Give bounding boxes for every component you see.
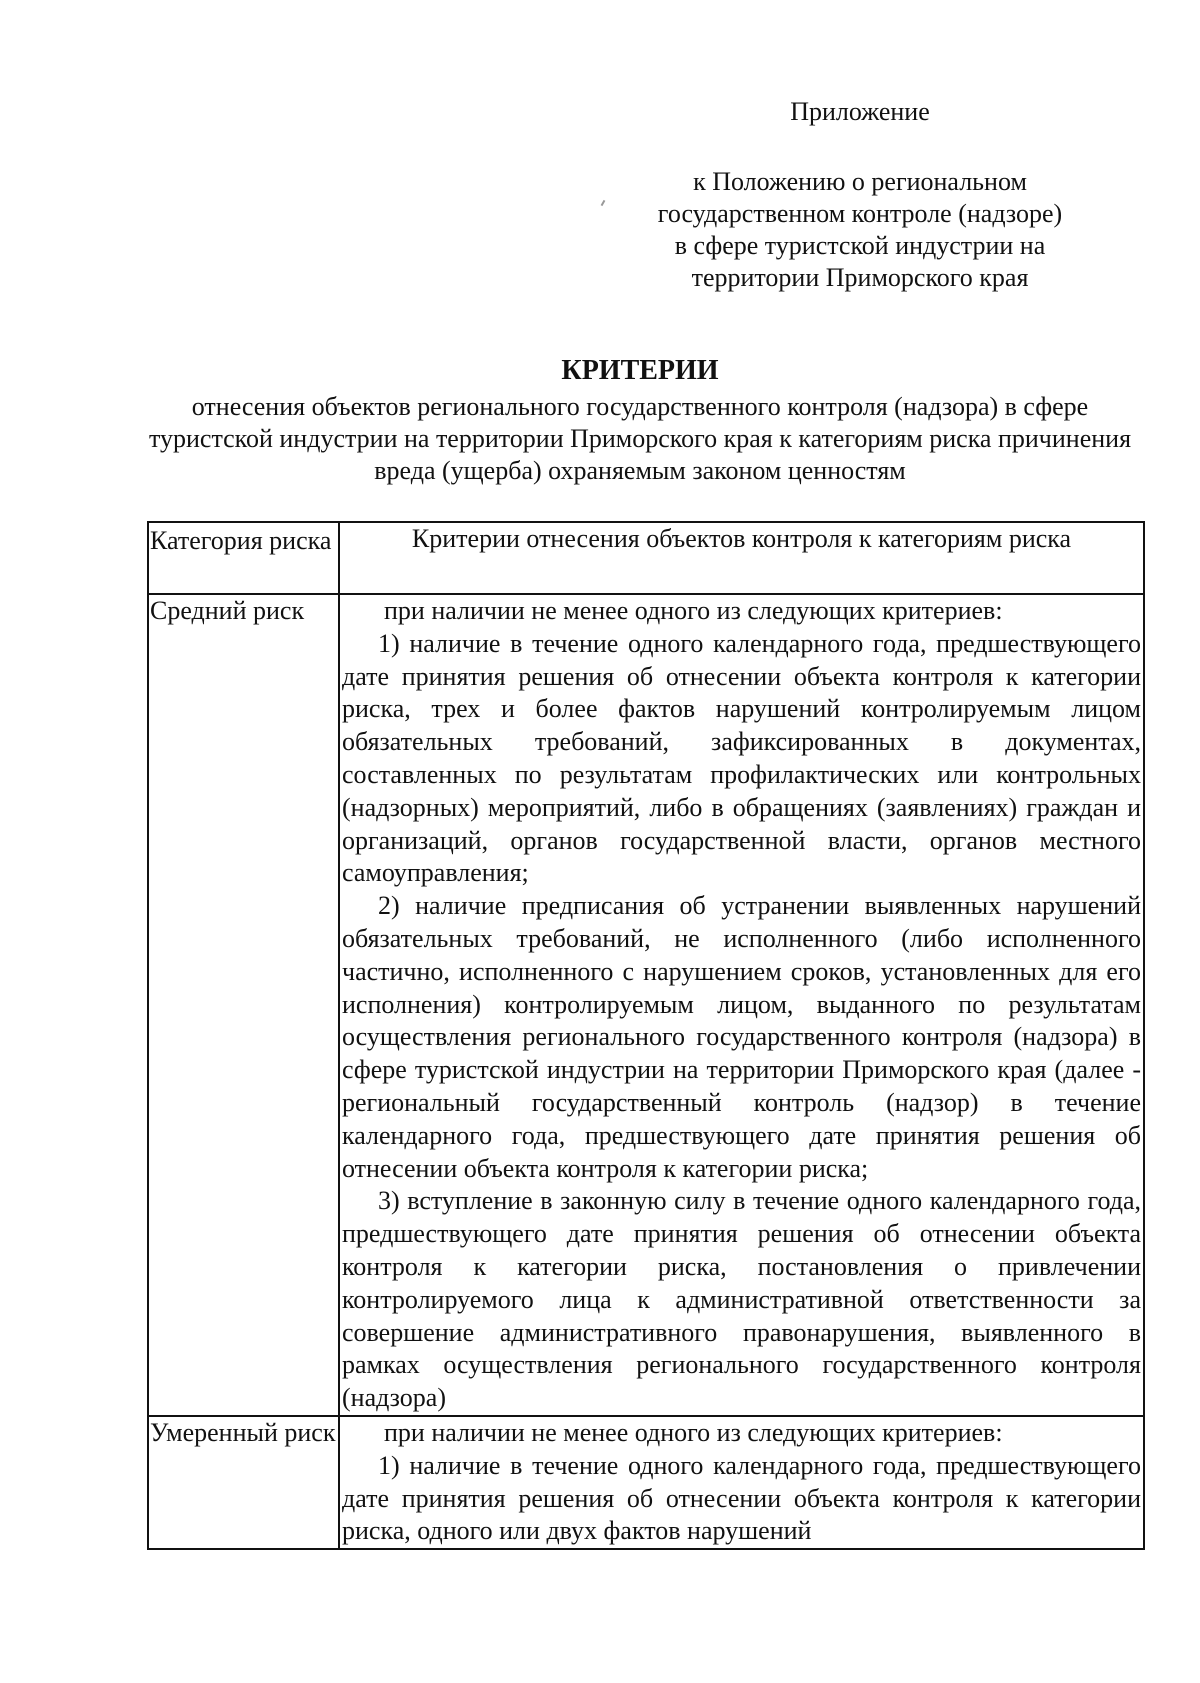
appendix-reference-line: территории Приморского края bbox=[691, 263, 1029, 292]
criteria-item: 1) наличие в течение одного календарного года, предшествующего дате принятия решения об отнесении объекта контроля к категории риска, одного или двух фактов нарушений bbox=[342, 1450, 1141, 1546]
appendix-reference-line: государственном контроле (надзоре) bbox=[657, 199, 1063, 228]
document-heading: КРИТЕРИИ bbox=[561, 355, 719, 386]
header-criteria: Критерии отнесения объектов контроля к категориям риска bbox=[339, 522, 1144, 594]
appendix-reference-line: в сфере туристской индустрии на bbox=[674, 231, 1046, 260]
criteria-item: 2) наличие предписания об устранении выявленных нарушений обязательных требований, не исполненного (либо исполненного частично, исполненного с нарушением сроков, установленных для его исполнения) контролируемым лицом, выданного по результатам осуществления регионального государственного контроля (надзора) в сфере туристской индустрии на территории Приморского края (далее - региональный государственный контроль (надзор) в течение календарного года, предшествующего дате принятия решения об отнесении объекта контроля к категории риска; bbox=[342, 891, 1141, 1183]
document-title-block bbox=[140, 355, 1140, 487]
row-category: Умеренный риск bbox=[148, 1416, 339, 1549]
row-criteria bbox=[339, 1416, 1144, 1549]
criteria-lead: при наличии не менее одного из следующих критериев: bbox=[384, 596, 1003, 625]
table-header-row bbox=[148, 522, 1144, 594]
appendix-block bbox=[610, 96, 1110, 294]
table-row bbox=[148, 1416, 1144, 1549]
scan-speck bbox=[601, 200, 606, 206]
appendix-reference bbox=[610, 166, 1110, 294]
criteria-table bbox=[147, 521, 1145, 1550]
criteria-item: 3) вступление в законную силу в течение одного календарного года, предшествующего дате принятия решения об отнесении объекта контроля к категории риска, постановления о привлечении контролируемого лица к административной ответственности за совершение административного правонарушения, выявленного в рамках осуществления регионального государственного контроля (надзора) bbox=[342, 1186, 1141, 1413]
appendix-label: Приложение bbox=[790, 97, 930, 126]
appendix-reference-line: к Положению о региональном bbox=[693, 167, 1027, 196]
criteria-lead: при наличии не менее одного из следующих критериев: bbox=[384, 1417, 1003, 1447]
header-category: Категория риска bbox=[148, 522, 339, 594]
table-row bbox=[148, 594, 1144, 1416]
document-subtitle: отнесения объектов регионального государственного контроля (надзора) в сфере туристской индустрии на территории Приморского края к категориям риска причинения вреда (ущерба) охраняемым законом ценностям bbox=[148, 392, 1132, 485]
row-criteria bbox=[339, 594, 1144, 1416]
criteria-item: 1) наличие в течение одного календарного года, предшествующего дате принятия решения об отнесении объекта контроля к категории риска, трех и более фактов нарушений контролируемым лицом обязательных требований, зафиксированных в документах, составленных по результатам профилактических или контрольных (надзорных) мероприятий, либо в обращениях (заявлениях) граждан и организаций, органов государственной власти, органов местного самоуправления; bbox=[342, 628, 1141, 888]
row-category: Средний риск bbox=[148, 594, 339, 1416]
